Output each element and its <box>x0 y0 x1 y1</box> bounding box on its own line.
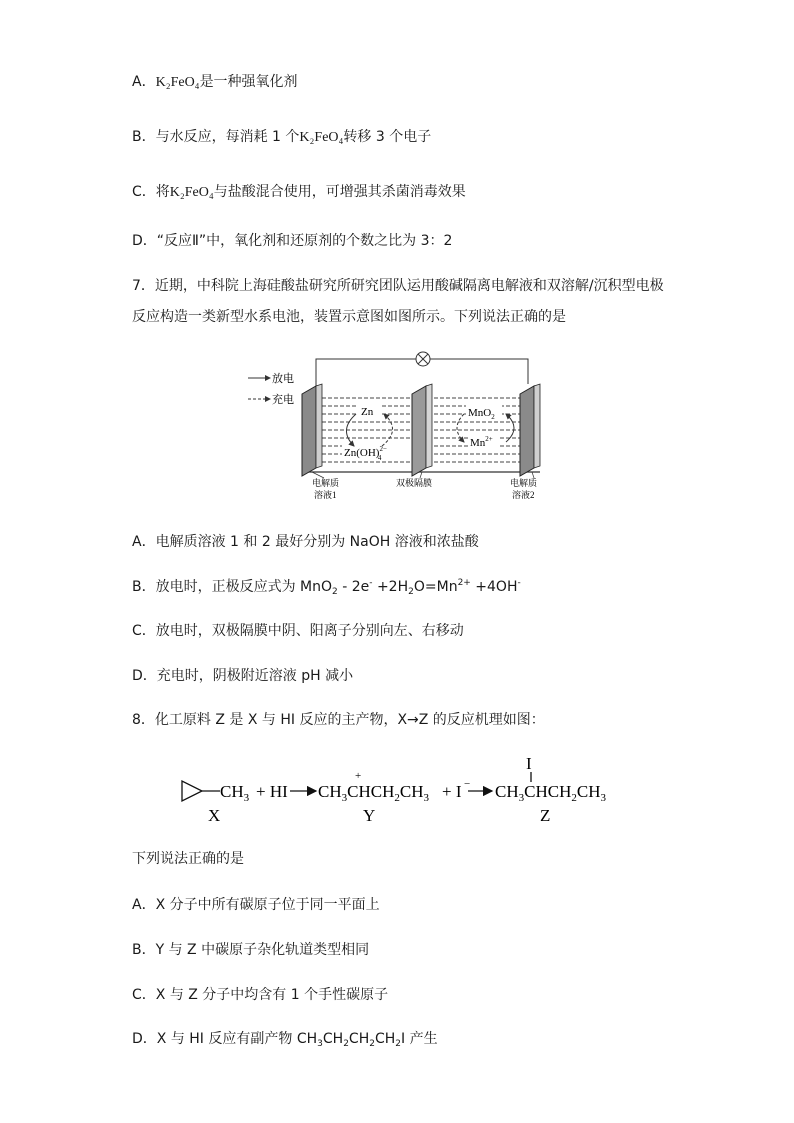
svg-text:+ I: + I <box>442 782 462 801</box>
left-electrode <box>302 384 322 476</box>
q8-option-c: C．X 与 Z 分子中均含有 1 个手性碳原子 <box>132 987 389 1003</box>
z-iodine: I <box>526 755 532 773</box>
label-y: Y <box>363 806 376 825</box>
q6-option-a: A．K₂FeO₄是一种强氧化剂 <box>132 74 298 90</box>
label-electrolyte-1b: 溶液1 <box>314 490 337 500</box>
zn-oh-label: Zn(OH)$^{2-}$ 4 <box>344 445 387 462</box>
reaction-mechanism <box>170 755 630 835</box>
q7-option-d: D．充电时，阴极附近溶液 pH 减小 <box>132 668 354 684</box>
q6-option-d: D．“反应Ⅱ”中，氧化剂和还原剂的个数之比为 3：2 <box>132 233 453 249</box>
q7-option-a: A．电解质溶液 1 和 2 最好分别为 NaOH 溶液和浓盐酸 <box>132 534 479 550</box>
label-electrolyte-2b: 溶液2 <box>512 490 535 500</box>
q8-option-d: D．X 与 HI 反应有副产物 $CH_3CH_2CH_2CH_2I$ 产生 <box>132 1031 438 1049</box>
cyclopropane-ring <box>182 781 202 801</box>
q6-a-formula: K₂FeO₄ <box>155 75 200 90</box>
legend-charge-label: 充电 <box>272 394 294 406</box>
mn-ion-label: $Mn^{2+}$ <box>470 435 493 449</box>
q6-option-c: C．将K₂FeO₄与盐酸混合使用，可增强其杀菌消毒效果 <box>132 184 466 200</box>
q7-stem-line2: 反应构造一类新型水系电池，装置示意图如图所示。下列说法正确的是 <box>132 309 566 325</box>
label-x: X <box>208 806 221 825</box>
svg-text:−: − <box>464 778 471 790</box>
label-electrolyte-1a: 电解质 <box>312 478 340 488</box>
legend-discharge-label: 放电 <box>272 373 294 385</box>
label-electrolyte-2a: 电解质 <box>510 478 538 488</box>
q8-option-b: B．Y 与 Z 中碳原子杂化轨道类型相同 <box>132 942 370 958</box>
label-z: Z <box>540 806 551 825</box>
q8-lead: 下列说法正确的是 <box>132 851 244 867</box>
label-bipolar-membrane: 双极隔膜 <box>396 478 433 488</box>
q8-stem: 8．化工原料 Z 是 X 与 HI 反应的主产物，X→Z 的反应机理如图： <box>132 712 545 728</box>
y-formula: $CH_3CHCH_2CH_3$ <box>318 782 429 804</box>
q7-option-b: B．放电时，正极反应式为 $MnO_2 - 2e^- +2H_2O=Mn^{2+} +4OH^-$ <box>132 578 521 597</box>
x-methyl: $CH_3$ <box>220 782 250 804</box>
battery-diagram <box>240 350 570 500</box>
q7-stem-line1: 7．近期，中科院上海硅酸盐研究所研究团队运用酸碱隔离电解液和双溶解/沉积型电极 <box>132 278 664 294</box>
q8-option-a: A．X 分子中所有碳原子位于同一平面上 <box>132 897 380 913</box>
q7-option-c: C．放电时，双极隔膜中阴、阳离子分别向左、右移动 <box>132 623 464 639</box>
z-formula: $CH_3CHCH_2CH_3$ <box>495 782 606 804</box>
zn-label: Zn <box>361 406 374 418</box>
right-electrode <box>520 384 540 476</box>
q6-c-formula: K₂FeO₄ <box>169 185 214 200</box>
q6-b-formula: K₂FeO₄ <box>299 130 344 145</box>
carbocation-plus: + <box>355 770 362 782</box>
svg-text:+ HI: + HI <box>256 782 288 801</box>
q6-option-b: B．与水反应，每消耗 1 个K₂FeO₄转移 3 个电子 <box>132 129 432 145</box>
bipolar-membrane <box>412 384 432 476</box>
mno2-label: MnO$_2$ <box>468 407 495 421</box>
